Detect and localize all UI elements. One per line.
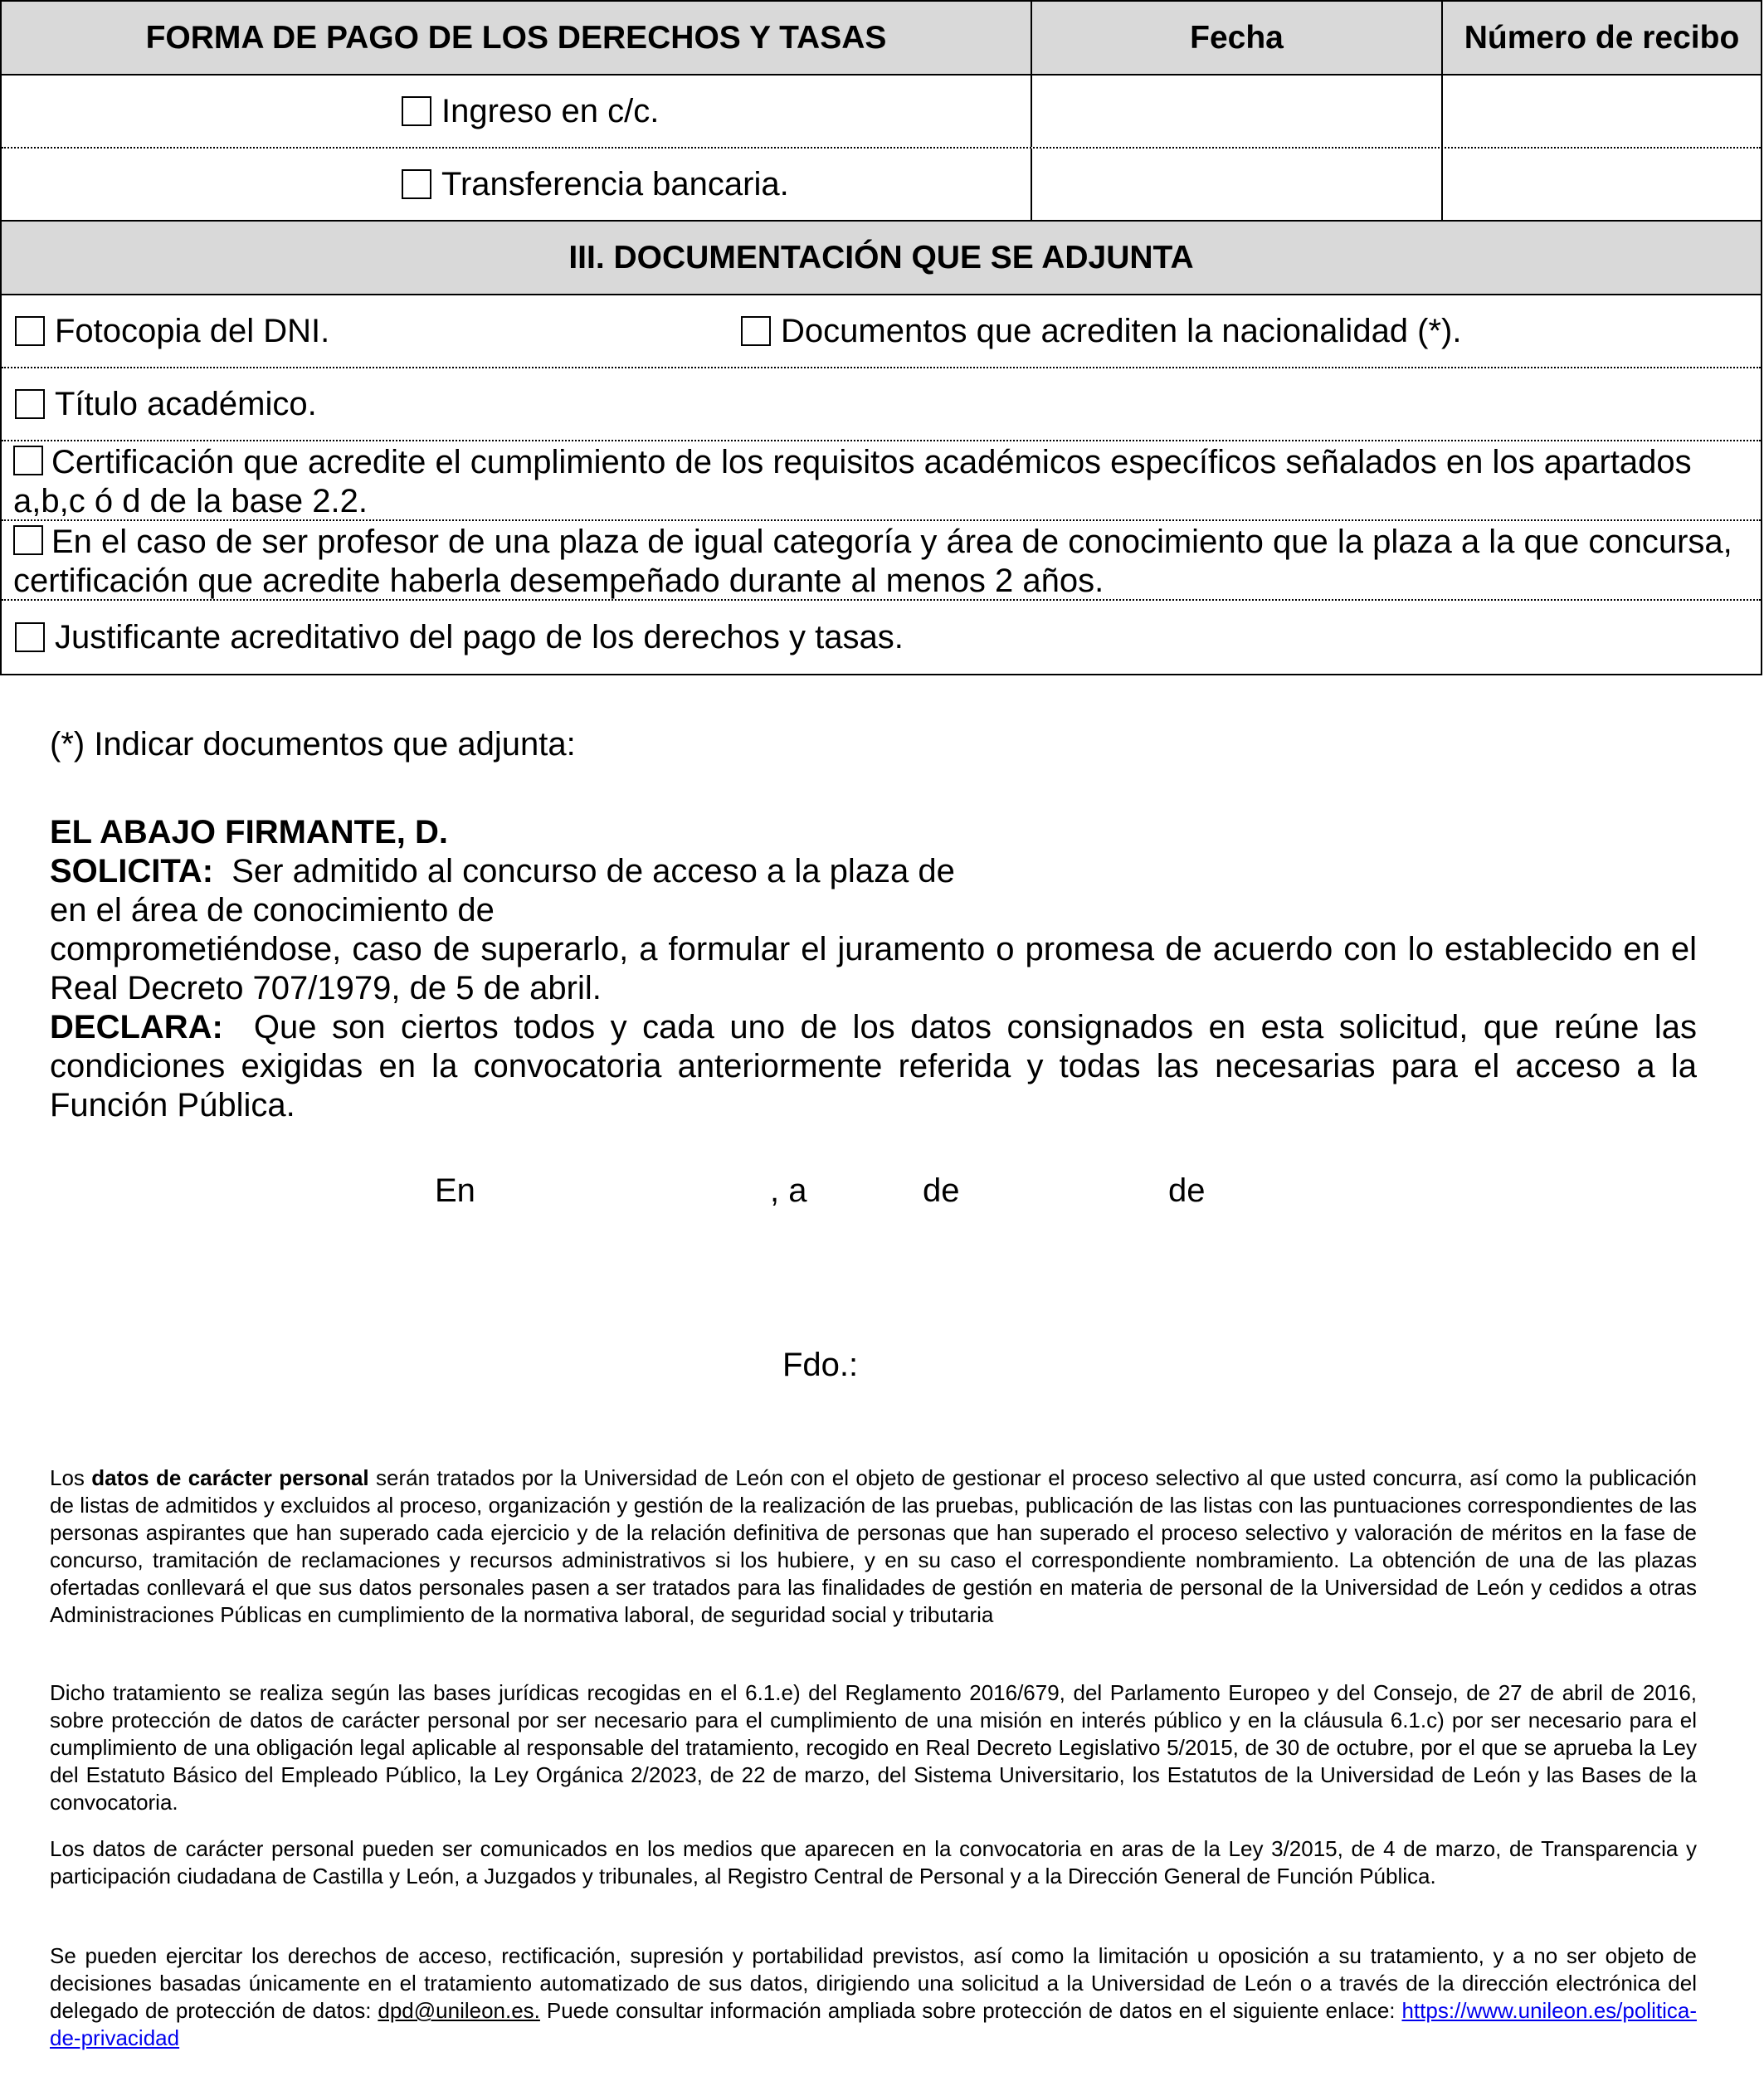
signer-line: EL ABAJO FIRMANTE, D. xyxy=(50,814,449,850)
checkbox[interactable] xyxy=(15,316,45,346)
area-line: en el área de conocimiento de xyxy=(50,892,495,928)
privacy-lead: Los xyxy=(50,1465,85,1490)
documents-row-4 xyxy=(2,521,1761,601)
documents-header: III. DOCUMENTACIÓN QUE SE ADJUNTA xyxy=(568,239,1194,275)
option-label: En el caso de ser profesor de una plaza de igual categoría y área de conocimiento que la plaza a la que concursa, certificación que acredite haberla desempeñado durante al menos 2 años. xyxy=(13,524,1732,599)
payment-header: FORMA DE PAGO DE LOS DERECHOS Y TASAS xyxy=(145,19,887,56)
privacy-paragraph-1 xyxy=(50,1464,1697,1629)
more-info-text: Puede consultar información ampliada sobre protección de datos en el siguiente enlace: xyxy=(546,1998,1396,2023)
documents-row-2 xyxy=(2,368,1761,441)
payment-option-deposit xyxy=(402,93,659,130)
privacy-policy-link[interactable]: https://www.unileon.es/politica-de-privacidad xyxy=(50,1998,1697,2050)
solicita-text: Ser admitido al concurso de acceso a la plaza de xyxy=(231,853,955,889)
doc-option-certification xyxy=(2,441,1761,521)
checkbox[interactable] xyxy=(402,96,431,126)
documents-row-1 xyxy=(2,295,1761,368)
payment-row-deposit xyxy=(2,76,1761,149)
checkbox[interactable] xyxy=(402,169,431,199)
commitment-text: comprometiéndose, caso de superarlo, a formular el juramento o promesa de acuerdo con lo establecido en el Real Decreto 707/1979, de 5 de abril. xyxy=(50,931,1697,1006)
date-column-header: Fecha xyxy=(1031,2,1441,74)
privacy-text: serán tratados por la Universidad de León con el objeto de gestionar el proceso selectivo al que usted concurra, así como la publicación de listas de admitidos y excluidos al proceso, organización y gestión de la realización de las pruebas, publicación de las listas con las puntuaciones correspondientes de las personas aspirantes que han superado cada ejercicio y de la relación definitiva de personas que han superado el proceso selectivo y valoración de méritos en la fase de concurso, tramitación de reclamaciones y recursos administrativos si los hubiere, y en su caso el correspondiente nombramiento. La obtención de una de las plazas ofertadas conllevará el que sus datos personales pasen a ser tratados para las finalidades de gestión en materia de personal de la Universidad de León y cedidos a otras Administraciones Públicas en cumplimiento de la normativa laboral, de seguridad social y tributaria xyxy=(50,1465,1697,1627)
doc-option-title xyxy=(15,386,317,423)
solicita-label: SOLICITA: xyxy=(50,853,214,889)
declara-paragraph xyxy=(50,1008,1697,1125)
form-table xyxy=(0,0,1762,675)
checkbox[interactable] xyxy=(13,525,43,555)
payment-option-transfer xyxy=(402,166,789,203)
option-label: Certificación que acredite el cumplimiento de los requisitos académicos específicos señalados en los apartados a,b,c ó d de la base 2.2. xyxy=(13,444,1692,519)
doc-option-professor xyxy=(2,521,1761,601)
payment-header-row xyxy=(2,2,1761,76)
documents-row-5 xyxy=(2,601,1761,674)
signature-label: Fdo.: xyxy=(782,1347,859,1383)
date-field[interactable] xyxy=(1031,76,1441,147)
option-label: Transferencia bancaria. xyxy=(441,165,789,202)
attached-documents-note: (*) Indicar documentos que adjunta: xyxy=(50,726,576,763)
privacy-paragraph-3: Los datos de carácter personal pueden ser comunicados en los medios que aparecen en la convocatoria en aras de la Ley 3/2015, de 4 de marzo, de Transparencia y participación ciudadana de Castilla y León, a Juzgados y tribunales, al Registro Central de Personal y a la Dirección General de Función Pública. xyxy=(50,1836,1697,1888)
date-a-label: , a xyxy=(770,1172,807,1209)
declara-text: Que son ciertos todos y cada uno de los datos consignados en esta solicitud, que reúne las condiciones exigidas en la convocatoria anteriormente referida y todas las necesarias para el acceso a la Función Pública. xyxy=(50,1009,1697,1123)
privacy-paragraph-2: Dicho tratamiento se realiza según las bases jurídicas recogidas en el 6.1.e) del Reglamento 2016/679, del Parlamento Europeo y del Consejo, de 27 de abril de 2016, sobre protección de datos de carácter personal por ser necesario para el cumplimiento de una misión en interés público y en la cláusula 6.1.c) por ser necesario para el cumplimiento de una obligación legal aplicable al responsable del tratamiento, recogido en Real Decreto Legislativo 5/2015, de 30 de octubre, por el que se aprueba la Ley del Estatuto Básico del Empleado Público, la Ley Orgánica 2/2023, de 22 de marzo, del Sistema Universitario, los Estatutos de la Universidad de León y las Bases de la convocatoria. xyxy=(50,1680,1697,1815)
documents-row-3 xyxy=(2,441,1761,521)
dpo-email-link[interactable]: dpd@unileon.es. xyxy=(378,1998,540,2023)
receipt-field[interactable] xyxy=(1441,76,1761,147)
checkbox[interactable] xyxy=(15,622,45,652)
rights-text: Se pueden ejercitar los derechos de acceso, rectificación, supresión y portabilidad previstos, así como la limitación u oposición a su tratamiento, y a no ser objeto de decisiones basadas únicamente en el tratamiento automatizado de sus datos, dirigiendo una solicitud a la Universidad de León o a través de la dirección electrónica del delegado de protección de datos: xyxy=(50,1943,1697,2023)
solicita-line xyxy=(50,852,1697,891)
option-label: Documentos que acrediten la nacionalidad (*). xyxy=(781,312,1462,349)
declara-label: DECLARA: xyxy=(50,1009,223,1045)
option-label: Fotocopia del DNI. xyxy=(55,312,330,349)
doc-option-nationality xyxy=(741,313,1462,350)
payment-row-transfer xyxy=(2,149,1761,222)
date-field[interactable] xyxy=(1031,149,1441,220)
place-date-line xyxy=(0,1172,1764,1214)
doc-option-dni xyxy=(15,313,329,350)
privacy-paragraph-4 xyxy=(50,1942,1697,2052)
checkbox[interactable] xyxy=(13,446,43,475)
doc-option-receipt xyxy=(15,619,904,656)
privacy-bold: datos de carácter personal xyxy=(91,1465,369,1490)
option-label: Título académico. xyxy=(55,385,317,422)
documents-header-row xyxy=(2,222,1761,295)
receipt-column-header: Número de recibo xyxy=(1441,2,1761,74)
checkbox[interactable] xyxy=(15,389,45,419)
option-label: Justificante acreditativo del pago de los derechos y tasas. xyxy=(55,618,904,655)
month-de-label: de xyxy=(923,1172,960,1209)
place-label: En xyxy=(435,1172,475,1209)
receipt-field[interactable] xyxy=(1441,149,1761,220)
option-label: Ingreso en c/c. xyxy=(441,92,660,129)
checkbox[interactable] xyxy=(741,316,771,346)
year-de-label: de xyxy=(1168,1172,1206,1209)
